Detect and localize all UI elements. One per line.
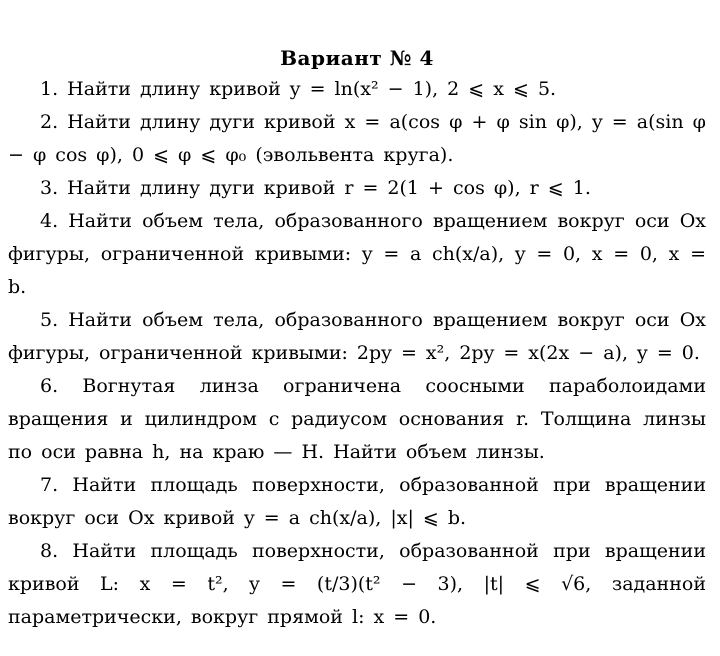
problem-item: 2. Найти длину дуги кривой x = a(cos φ + φ sin φ), y = a(sin φ − φ cos φ), 0 ⩽ φ ⩽ φ₀ (эвольвента круга). <box>8 111 706 166</box>
problem-item: 8. Найти площадь поверхности, образованной при вращении кривой L: x = t², y = (t/3)(t² − 3), |t| ⩽ √6, заданной параметрически, вокруг прямой l: x = 0. <box>8 540 706 628</box>
problem-item: 4. Найти объем тела, образованного вращением вокруг оси Ox фигуры, ограниченной кривыми: y = a ch(x/a), y = 0, x = 0, x = b. <box>8 210 706 298</box>
problem-item: 1. Найти длину кривой y = ln(x² − 1), 2 ⩽ x ⩽ 5. <box>40 78 557 100</box>
problem-item: 3. Найти длину дуги кривой r = 2(1 + cos φ), r ⩽ 1. <box>40 177 591 199</box>
problem-item: 7. Найти площадь поверхности, образованной при вращении вокруг оси Ox кривой y = a ch(x/a), |x| ⩽ b. <box>8 474 706 529</box>
problem-item: 5. Найти объем тела, образованного вращением вокруг оси Ox фигуры, ограниченной кривыми: 2py = x², 2py = x(2x − a), y = 0. <box>8 309 706 364</box>
variant-title: Вариант № 4 <box>280 46 434 70</box>
problem-list <box>8 73 706 634</box>
problem-item: 6. Вогнутая линза ограничена соосными параболоидами вращения и цилиндром с радиусом основания r. Толщина линзы по оси равна h, на краю — H. Найти объем линзы. <box>8 375 706 463</box>
